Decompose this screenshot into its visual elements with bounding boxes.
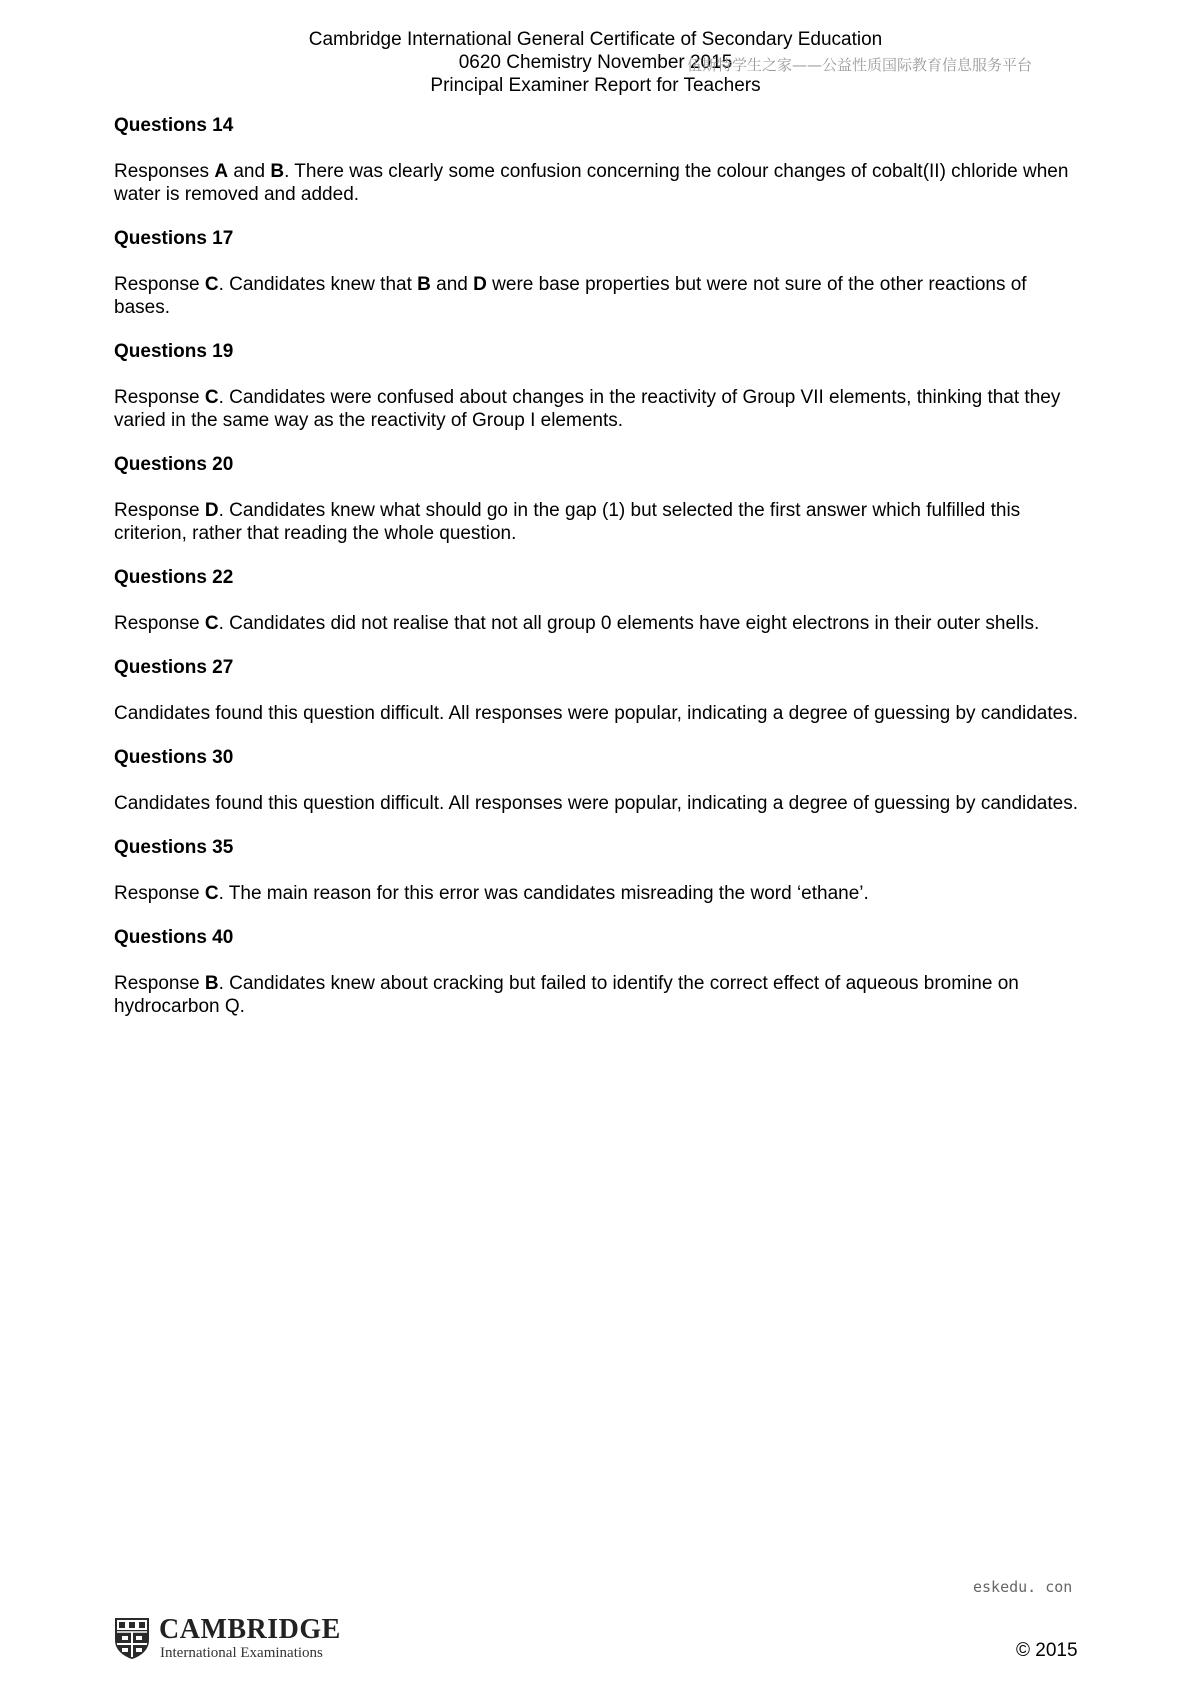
response-letter: A <box>214 161 229 182</box>
section-heading: Questions 40 <box>114 927 234 948</box>
logo-wordmark: CAMBRIDGE <box>159 1614 341 1645</box>
text-run: . There was clearly some confusion concerning the colour changes of cobalt(II) chloride when water is removed and added. <box>114 161 1069 205</box>
report-section <box>114 656 1084 725</box>
response-letter: B <box>204 973 219 994</box>
report-section <box>114 114 1084 206</box>
report-section <box>114 926 1084 1018</box>
response-letter: C <box>204 387 219 408</box>
report-body <box>114 114 1084 1039</box>
report-section <box>114 453 1084 545</box>
section-heading: Questions 20 <box>114 454 234 475</box>
section-text <box>114 386 1084 432</box>
section-text <box>114 160 1084 206</box>
section-heading: Questions 22 <box>114 567 234 588</box>
header-qualification: Cambridge International General Certificate of Secondary Education <box>308 29 883 50</box>
report-section <box>114 746 1084 815</box>
section-text <box>114 499 1084 545</box>
footer-site-text: eskedu. con <box>973 1578 1073 1596</box>
response-letter: C <box>204 613 219 634</box>
logo-subtitle: International Examinations <box>160 1645 323 1661</box>
text-run: Candidates found this question difficult. All responses were popular, indicating a degree of guessing by candidates. <box>114 703 1078 724</box>
text-run: Candidates found this question difficult. All responses were popular, indicating a degree of guessing by candidates. <box>114 793 1078 814</box>
text-run: . Candidates knew that <box>218 274 418 295</box>
report-section <box>114 836 1084 905</box>
response-letter: C <box>204 274 219 295</box>
watermark-text: 伍斯特学生之家——公益性质国际教育信息服务平台 <box>687 56 1033 74</box>
section-heading: Questions 35 <box>114 837 234 858</box>
section-heading: Questions 30 <box>114 747 234 768</box>
response-letter: D <box>473 274 487 295</box>
report-section <box>114 566 1084 635</box>
text-run: Response <box>114 973 205 994</box>
text-run: Response <box>114 274 205 295</box>
response-letter: D <box>204 500 219 521</box>
section-text <box>114 882 1084 905</box>
text-run: Response <box>114 883 205 904</box>
text-run: . Candidates knew what should go in the gap (1) but selected the first answer which fulfilled this criterion, rather that reading the whole question. <box>114 500 1021 544</box>
section-text <box>114 972 1084 1018</box>
report-section <box>114 227 1084 319</box>
section-text <box>114 273 1084 319</box>
response-letter: C <box>204 883 219 904</box>
response-letter: B <box>270 161 285 182</box>
section-text <box>114 612 1084 635</box>
section-heading: Questions 17 <box>114 228 234 249</box>
section-text <box>114 792 1084 815</box>
text-run: were base properties but were not sure of the other reactions of bases. <box>114 274 1027 318</box>
text-run: Response <box>114 613 205 634</box>
text-run: Response <box>114 387 205 408</box>
report-section <box>114 340 1084 432</box>
header-report-title: Principal Examiner Report for Teachers <box>430 75 761 96</box>
text-run: . The main reason for this error was candidates misreading the word ‘ethane’. <box>218 883 869 904</box>
section-heading: Questions 19 <box>114 341 234 362</box>
response-letter: B <box>417 274 431 295</box>
section-heading: Questions 27 <box>114 657 234 678</box>
text-run: Response <box>114 500 205 521</box>
text-run: and <box>430 274 474 295</box>
text-run: and <box>228 161 271 182</box>
text-run: . Candidates knew about cracking but failed to identify the correct effect of aqueous bromine on hydrocarbon Q. <box>114 973 1019 1017</box>
text-run: . Candidates were confused about changes in the reactivity of Group VII elements, thinking that they varied in the same way as the reactivity of Group I elements. <box>114 387 1061 431</box>
copyright-text: © 2015 <box>1016 1640 1078 1661</box>
text-run: Responses <box>114 161 215 182</box>
header-syllabus: 0620 Chemistry November 2015 <box>458 52 733 73</box>
text-run: . Candidates did not realise that not all group 0 elements have eight electrons in their outer shells. <box>218 613 1040 634</box>
cambridge-logo <box>113 1614 353 1662</box>
cambridge-shield-icon <box>113 1616 151 1660</box>
section-heading: Questions 14 <box>114 115 234 136</box>
section-text <box>114 702 1084 725</box>
